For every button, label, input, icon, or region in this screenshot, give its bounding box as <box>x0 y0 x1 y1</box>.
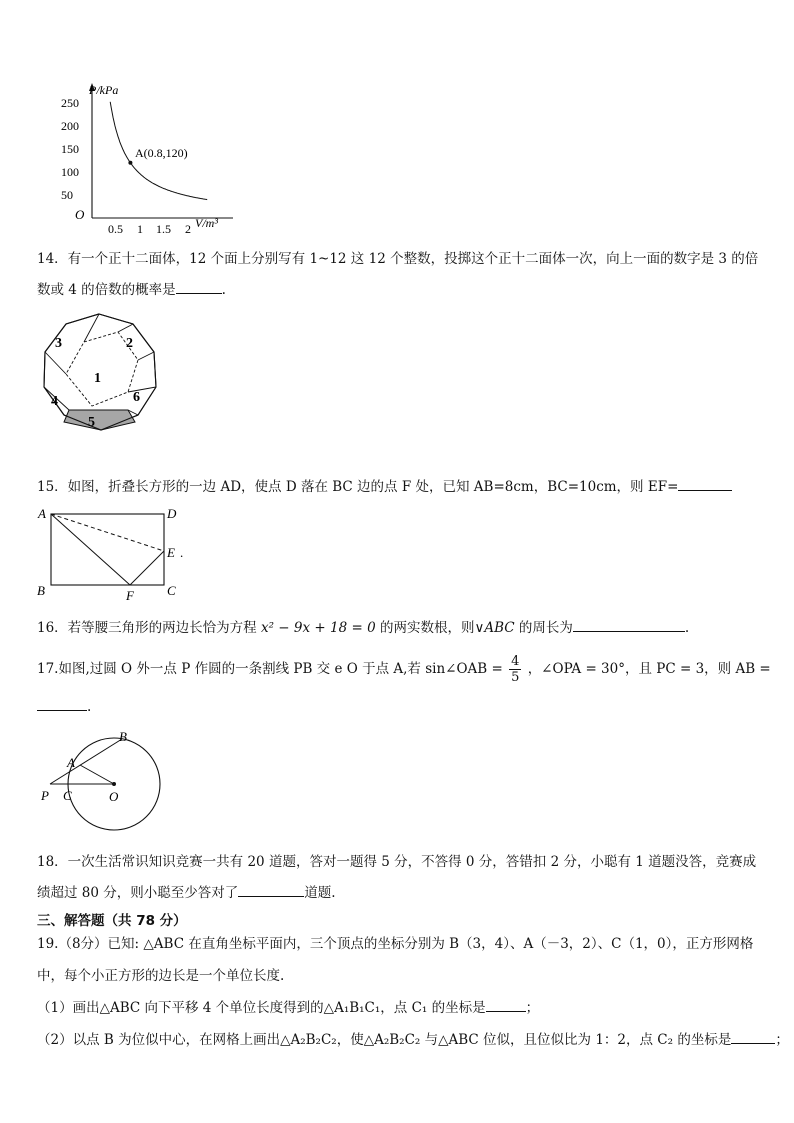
question-19-line2: 中，每个小正方形的边长是一个单位长度. <box>37 968 285 984</box>
y-tick-label: 200 <box>61 119 79 133</box>
question-14-line2: 数或 4 的倍数的概率是 . <box>37 279 226 301</box>
circle-secant-figure <box>38 728 168 833</box>
label-F: F <box>126 588 134 603</box>
answer-blank[interactable] <box>731 1029 775 1044</box>
question-19-part2: （2）以点 B 为位似中心，在网格上画出△A₂B₂C₂，使△A₂B₂C₂ 与△ABC 位似，且位似比为 1：2，点 C₂ 的坐标是 ； <box>37 1029 789 1051</box>
answer-blank[interactable] <box>37 696 87 711</box>
point-a <box>128 161 132 165</box>
face-6: 6 <box>133 390 140 405</box>
label-O: O <box>109 789 119 804</box>
answer-blank[interactable] <box>238 882 304 897</box>
origin-label: O <box>75 207 85 222</box>
question-18-line2: 绩超过 80 分，则小聪至少答对了 道题. <box>37 882 336 904</box>
x-tick-label: 2 <box>185 222 191 233</box>
answer-blank[interactable] <box>486 997 526 1012</box>
label-A: A <box>38 506 46 521</box>
x-tick-label: 1 <box>137 222 143 233</box>
face-3: 3 <box>55 336 62 351</box>
question-14-line1: 14．有一个正十二面体，12 个面上分别写有 1~12 这 12 个整数，投掷这个正十二面体一次，向上一面的数字是 3 的倍 <box>37 251 759 267</box>
dodecahedron-figure <box>36 312 166 437</box>
y-axis-label: P/kPa <box>89 83 119 97</box>
question-19-part1: （1）画出△ABC 向下平移 4 个单位长度得到的△A₁B₁C₁，点 C₁ 的坐标是 ； <box>37 997 539 1019</box>
pressure-volume-graph <box>55 78 245 233</box>
face-4: 4 <box>51 394 58 409</box>
y-tick-label: 100 <box>61 165 79 179</box>
point-a-label: A(0.8,120) <box>135 146 188 160</box>
x-axis-label: V/m³ <box>195 216 218 230</box>
question-18-line1: 18．一次生活常识知识竞赛一共有 20 道题，答对一题得 5 分，不答得 0 分，答错扣 2 分，小聪有 1 道题没答，竞赛成 <box>37 854 757 870</box>
answer-blank[interactable] <box>176 279 222 294</box>
question-17-line2: . <box>37 696 91 718</box>
x-tick-label: 0.5 <box>108 222 123 233</box>
question-16: 16．若等腰三角形的两边长恰为方程 x² − 9x + 18 = 0 的两实数根，则∨ABC 的周长为 . <box>37 617 689 639</box>
question-15: 15．如图，折叠长方形的一边 AD，使点 D 落在 BC 边的点 F 处，已知 AB=8cm，BC=10cm，则 EF= <box>37 476 732 498</box>
fraction-4-5: $\frac{4}{5}$ <box>511 654 520 685</box>
label-B: B <box>119 729 127 744</box>
label-C: C <box>63 788 72 803</box>
y-tick-label: 250 <box>61 96 79 110</box>
label-P: P <box>41 788 49 803</box>
face-2: 2 <box>126 336 133 351</box>
answer-blank[interactable] <box>573 617 685 632</box>
question-17-line1: 17.如图,过圆 O 外一点 P 作圆的一条割线 PB 交 e O 于点 A,若 sin∠OAB = $\frac{4}{5}$ ，∠OPA = 30°，且 PC = 3，则 AB = <box>37 654 771 685</box>
question-19-line1: 19.（8分）已知: △ABC 在直角坐标平面内，三个顶点的坐标分别为 B（3，4）、A（－3，2）、C（1，0），正方形网格 <box>37 936 754 952</box>
rectangle-fold-figure <box>33 503 193 603</box>
label-C: C <box>167 583 176 598</box>
x-tick-label: 1.5 <box>156 222 171 233</box>
label-D: D <box>167 506 177 521</box>
y-tick-label: 150 <box>61 142 79 156</box>
label-E: E <box>167 545 175 560</box>
label-e-suffix: . <box>180 545 184 560</box>
y-tick-label: 50 <box>61 188 73 202</box>
face-1: 1 <box>94 371 101 386</box>
answer-blank[interactable] <box>678 476 732 491</box>
label-B: B <box>37 583 45 598</box>
section-3-title: 三、解答题（共 78 分） <box>37 913 187 929</box>
face-5: 5 <box>88 415 95 430</box>
label-A: A <box>67 755 75 770</box>
